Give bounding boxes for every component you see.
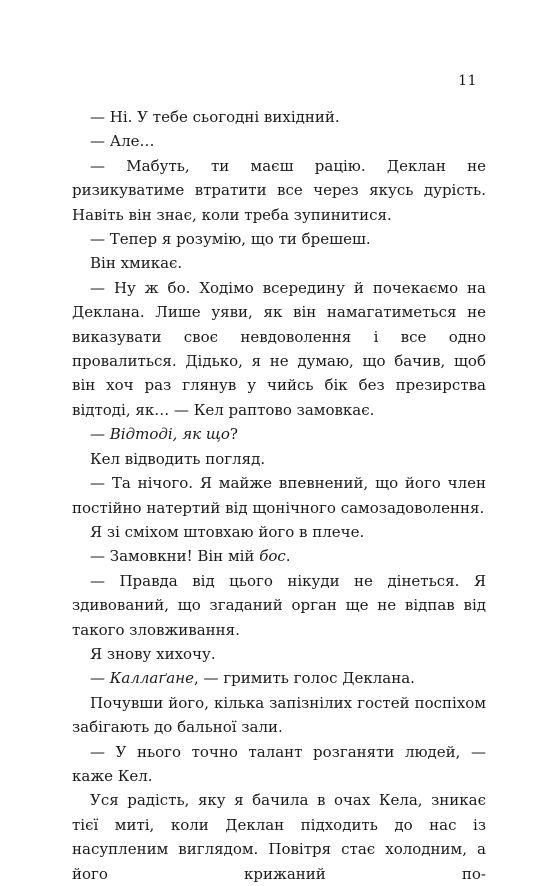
italic-text: Каллаґане [109,669,195,688]
text-run: Я зі сміхом штовхаю його в плече. [90,522,365,541]
paragraph [72,788,486,886]
text-run: . [285,547,291,566]
paragraph [72,447,486,471]
text-run: — Ні. У тебе сьогодні вихідний. [90,108,340,126]
text-run: ? [229,425,238,444]
paragraph [72,422,486,446]
paragraph [72,129,486,153]
text-run: Я знову хихочу. [90,644,216,663]
text-run: — Але… [90,132,155,151]
paragraph [72,471,486,520]
paragraph [72,227,486,251]
text-run: Почувши його, кілька запізнілих гостей поспіхом забігають до бальної зали. [72,693,486,737]
text-run: — Ну ж бо. Ходімо всередину й почекаємо на Деклана. Лише уяви, як він намагатиметься не виказувати своє невдоволення і все одно провалиться. Дідько, я не думаю, що бачив, щоб він хоч раз глянув у чийсь бік без презирства відтоді, як… — Кел раптово замовкає. [72,278,486,419]
paragraph [72,740,486,789]
text-run: Він хмикає. [90,254,183,273]
paragraph [72,691,486,740]
paragraph [72,520,486,544]
text-run: — Правда від цього нікуди не дінеться. Я здивований, що згаданий орган ще не відпав від такого зловживання. [72,571,486,639]
italic-text: бос [259,547,286,566]
paragraph [72,251,486,275]
text-run: Уся радість, яку я бачила в очах Кела, зникає тієї миті, коли Деклан підходить до нас із насупленим виглядом. Повітря стає холодним, а його крижаний по- [72,791,486,883]
text-run: — У нього точно талант розганяти людей, — каже Кел. [72,742,486,785]
paragraph [72,276,486,422]
text-run: — Замовкни! Він мій [90,547,260,566]
paragraph [72,666,486,690]
paragraph [72,154,486,227]
text-run: — [90,669,110,688]
italic-text: Відтоді, як що [109,425,230,444]
text-run: — [90,425,110,444]
text-run: Кел відводить погляд. [90,449,266,468]
body-text [72,105,486,886]
paragraph [72,642,486,666]
text-run: , — гримить голос Деклана. [194,669,415,688]
text-run: — Мабуть, ти маєш рацію. Деклан не ризикуватиме втратити все через якусь дурість. Навіть він знає, коли треба зупинитися. [72,156,486,224]
paragraph [72,544,486,568]
paragraph [72,105,486,129]
text-run: — Тепер я розумію, що ти брешеш. [90,230,371,249]
text-run: — Та нічого. Я майже впевнений, що його член постійно натертий від щонічного самозадоволення. [72,474,486,517]
page-number: 11 [458,73,477,89]
paragraph [72,569,486,642]
